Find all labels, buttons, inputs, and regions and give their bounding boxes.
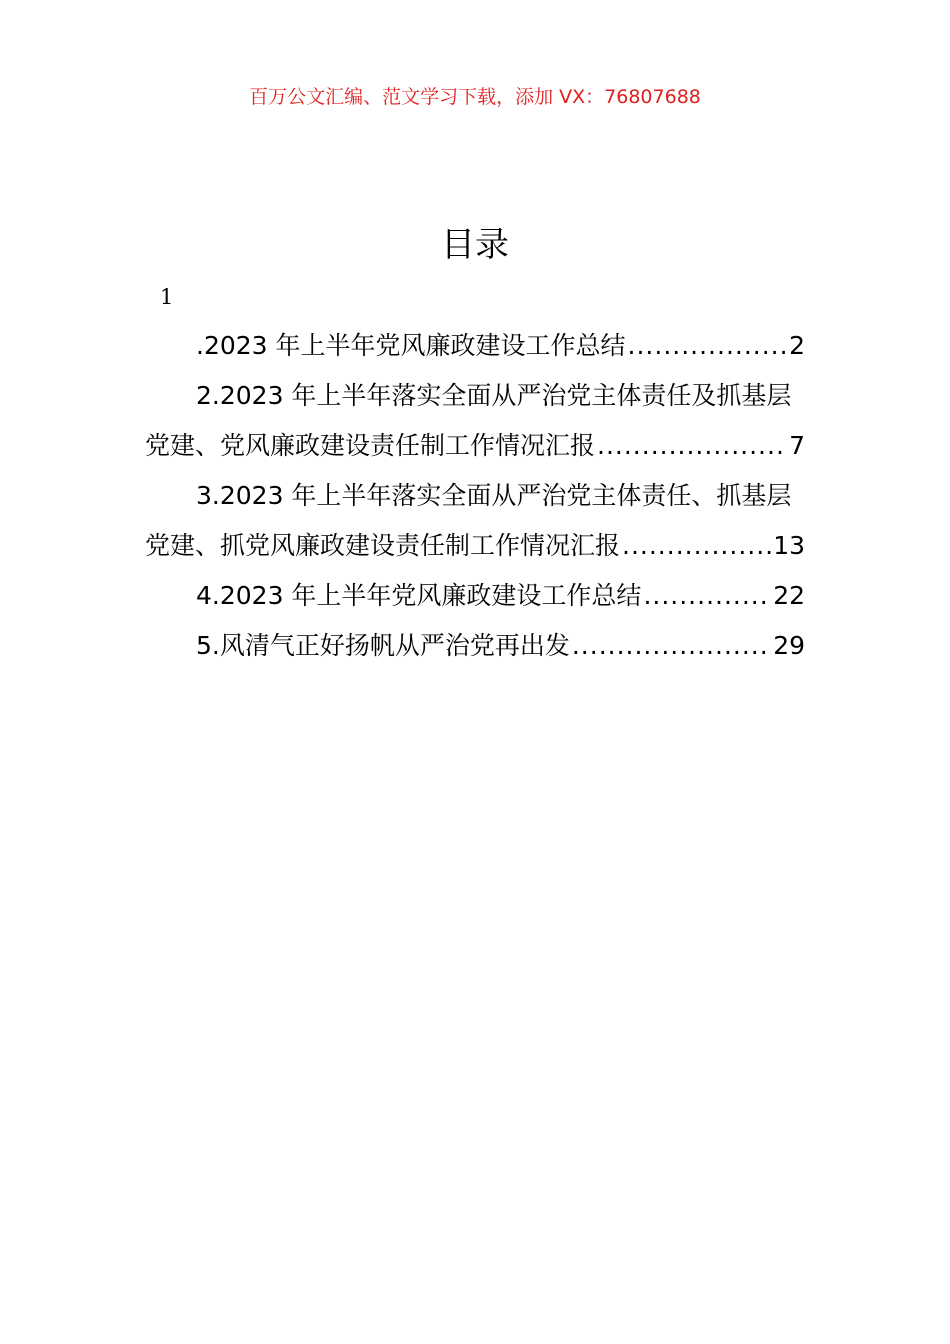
toc-page-number: 13 <box>773 531 805 560</box>
header-banner: 百万公文汇编、范文学习下载，添加 VX：76807688 <box>249 86 701 108</box>
toc-entry-title-continued: 党建、党风廉政建设责任制工作情况汇报 <box>145 431 596 460</box>
table-of-contents <box>145 321 805 671</box>
toc-dot-leader <box>572 621 771 671</box>
toc-dot-leader <box>643 571 771 621</box>
stray-number: 1 <box>160 285 174 309</box>
toc-entry[interactable] <box>145 371 805 471</box>
toc-entry[interactable] <box>145 571 805 621</box>
toc-entry-title: 5.风清气正好扬帆从严治党再出发 <box>196 631 570 660</box>
toc-page-number: 29 <box>773 631 805 660</box>
toc-dot-leader <box>622 521 771 571</box>
toc-page-number: 22 <box>773 581 805 610</box>
toc-dot-leader <box>628 321 788 371</box>
page-title: 目录 <box>441 225 509 265</box>
toc-page-number: 2 <box>789 331 805 360</box>
toc-entry[interactable] <box>145 471 805 571</box>
toc-entry[interactable] <box>145 321 805 371</box>
toc-entry-title-continued: 党建、抓党风廉政建设责任制工作情况汇报 <box>145 531 621 560</box>
toc-dot-leader <box>597 421 787 471</box>
toc-entry-title: .2023 年上半年党风廉政建设工作总结 <box>196 331 626 360</box>
toc-page-number: 7 <box>789 431 805 460</box>
toc-entry-title: 2.2023 年上半年落实全面从严治党主体责任及抓基层 <box>196 381 792 410</box>
toc-entry-title: 3.2023 年上半年落实全面从严治党主体责任、抓基层 <box>196 481 792 510</box>
toc-entry-title: 4.2023 年上半年党风廉政建设工作总结 <box>196 581 642 610</box>
toc-entry[interactable] <box>145 621 805 671</box>
